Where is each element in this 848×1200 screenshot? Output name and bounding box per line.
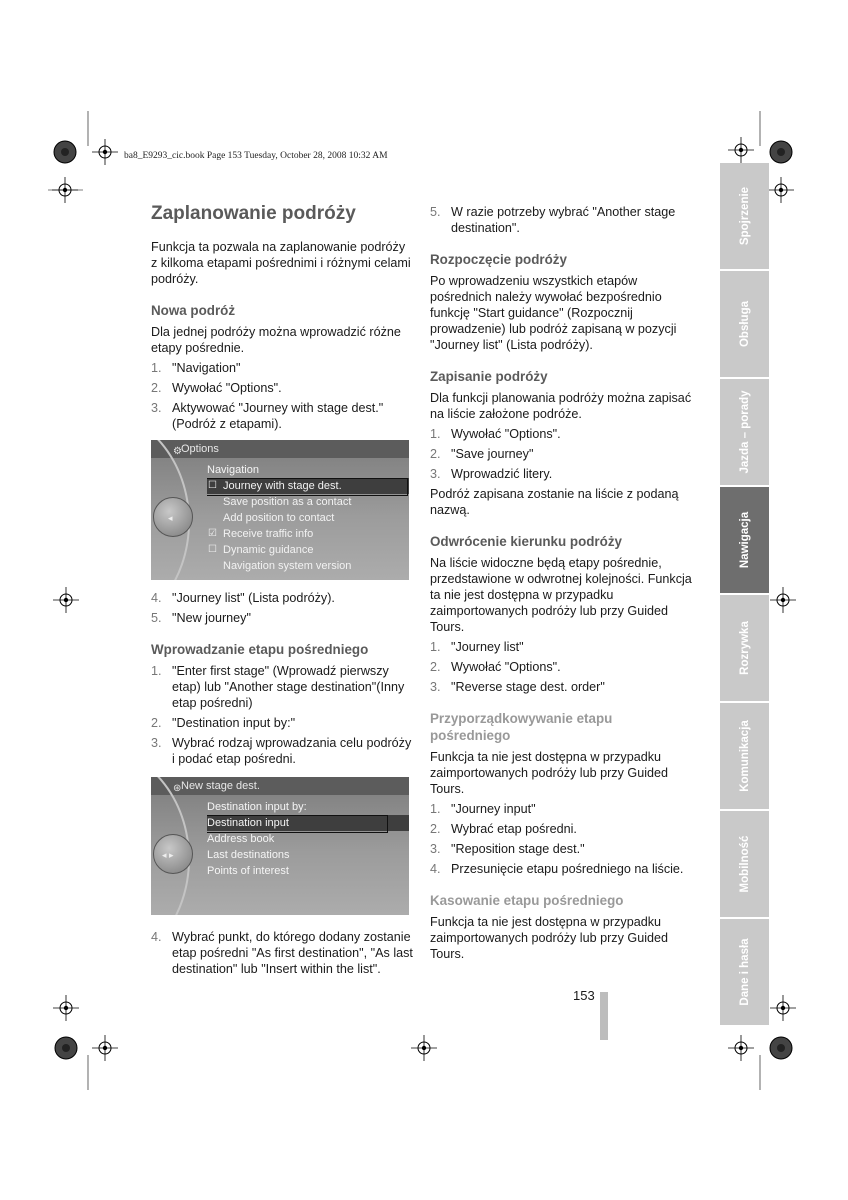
step-list <box>151 360 413 432</box>
section-heading: Kasowanie etapu pośredniego <box>430 893 624 908</box>
tab-nawigacja[interactable]: Nawigacja <box>720 487 769 593</box>
list-item: 1. "Navigation" <box>151 361 241 375</box>
paragraph: Dla funkcji planowania podróży można zapisać na liście założone podróże. <box>430 391 692 421</box>
new-stage-dest-screen <box>151 777 409 915</box>
section-heading: Zapisanie podróży <box>430 369 548 384</box>
list-item: 5. "New journey" <box>151 611 251 625</box>
page-number: 153 <box>573 988 595 1003</box>
chapter-tabs <box>720 163 769 1027</box>
screen-title-bar: ⚙ Options <box>151 440 409 458</box>
section-heading: Odwrócenie kierunku podróży <box>430 534 622 549</box>
pointer-line <box>207 815 388 833</box>
step-list <box>430 204 695 236</box>
step-list <box>151 929 413 977</box>
list-item: 4. Wybrać punkt, do którego dodany zostanie etap pośredni "As first destination", "As last destination" lub "Insert within the list". <box>151 930 413 976</box>
checkbox-icon: ☐ <box>208 480 217 491</box>
list-item: 4. Przesunięcie etapu pośredniego na liście. <box>430 862 684 876</box>
list-item: 2. Wywołać "Options". <box>430 660 561 674</box>
menu-item: Add position to contact <box>223 512 335 524</box>
list-item: 2. Wybrać etap pośredni. <box>430 822 577 836</box>
list-item: 4. "Journey list" (Lista podróży). <box>151 591 335 605</box>
step-list <box>430 426 695 482</box>
left-column <box>151 200 413 981</box>
menu-item: Destination input by: <box>207 801 307 813</box>
section-heading: Wprowadzanie etapu pośredniego <box>151 642 369 657</box>
list-item: 3. "Reverse stage dest. order" <box>430 680 605 694</box>
tab-komunikacja[interactable]: Komunikacja <box>720 703 769 809</box>
page-title: Zaplanowanie podróży <box>151 203 356 224</box>
menu-item: ☑ Receive traffic info <box>208 528 314 540</box>
menu-item: Navigation system version <box>223 560 352 572</box>
menu-item: Last destinations <box>207 849 290 861</box>
tab-obsluga[interactable]: Obsługa <box>720 271 769 377</box>
paragraph: Dla jednej podróży można wprowadzić różne etapy pośrednie. <box>151 325 401 355</box>
section-heading: Nowa podróż <box>151 303 236 318</box>
list-item: 2. Wywołać "Options". <box>151 381 282 395</box>
checkbox-icon: ☐ <box>208 544 217 555</box>
settings-icon: ⚙ <box>173 446 182 457</box>
page-number-bar <box>600 992 608 1040</box>
controller-knob-icon: ◂ ▸ <box>153 834 193 874</box>
list-item: 2. "Save journey" <box>430 447 534 461</box>
navigation-icon: ⊛ <box>173 783 182 794</box>
step-list <box>151 590 413 626</box>
menu-item: ☐ Dynamic guidance <box>208 544 314 556</box>
tab-dane-i-hasla[interactable]: Dane i hasła <box>720 919 769 1025</box>
controller-knob-icon: ◂ <box>153 497 193 537</box>
paragraph: Funkcja ta nie jest dostępna w przypadku zaimportowanych podróży lub przy Guided Tours. <box>430 750 669 796</box>
menu-item-selected: ☐ Journey with stage dest. <box>207 478 409 494</box>
list-item: 1. "Journey list" <box>430 640 524 654</box>
intro-text: Funkcja ta pozwala na zaplanowanie podróży z kilkoma etapami pośrednimi i różnymi celami podróży. <box>151 240 411 286</box>
paragraph: Po wprowadzeniu wszystkich etapów pośrednich należy wywołać bezpośrednio funkcję "Start guidance" (Rozpocznij prowadzenie) lub podróż zapisaną w pozycji "Journey list" (Lista podróży). <box>430 274 677 352</box>
list-item: 1. "Journey input" <box>430 802 536 816</box>
screen-title-bar: ⊛ New stage dest. <box>151 777 409 795</box>
list-item: 2. "Destination input by:" <box>151 716 296 730</box>
paragraph: Podróż zapisana zostanie na liście z podaną nazwą. <box>430 487 679 517</box>
list-item: 3. Aktywować "Journey with stage dest." (Podróż z etapami). <box>151 401 384 431</box>
step-list <box>430 801 695 877</box>
list-item: 3. "Reposition stage dest." <box>430 842 585 856</box>
list-item: 1. "Enter first stage" (Wprowadź pierwszy etap) lub "Another stage destination"(Inny etap pośredni) <box>151 664 405 710</box>
menu-item-selected: Destination input <box>207 815 409 831</box>
paragraph: Na liście widoczne będą etapy pośrednie, przedstawione w odwrotnej kolejności. Funkcja ta nie jest dostępna w przypadku zaimportowanych podróży lub przy Guided Tours. <box>430 556 692 634</box>
menu-item: Navigation <box>207 464 259 476</box>
tab-spojrzenie[interactable]: Spojrzenie <box>720 163 769 269</box>
menu-item: Points of interest <box>207 865 289 877</box>
section-heading: Przyporządkowywanie etapu pośredniego <box>430 711 613 743</box>
list-item: 3. Wprowadzić litery. <box>430 467 553 481</box>
list-item: 3. Wybrać rodzaj wprowadzania celu podróży i podać etap pośredni. <box>151 736 412 766</box>
paragraph: Funkcja ta nie jest dostępna w przypadku zaimportowanych podróży lub przy Guided Tours. <box>430 915 669 961</box>
right-column <box>430 200 695 966</box>
menu-item: Address book <box>207 833 275 845</box>
options-screen <box>151 440 409 580</box>
list-item: 5. W razie potrzeby wybrać "Another stage destination". <box>430 205 676 235</box>
tab-mobilnosc[interactable]: Mobilność <box>720 811 769 917</box>
step-list <box>151 663 413 767</box>
checkbox-checked-icon: ☑ <box>208 528 217 539</box>
section-heading: Rozpoczęcie podróży <box>430 252 567 267</box>
menu-item: Save position as a contact <box>223 496 352 508</box>
print-header: ba8_E9293_cic.book Page 153 Tuesday, October 28, 2008 10:32 AM <box>124 151 388 161</box>
list-item: 1. Wywołać "Options". <box>430 427 561 441</box>
step-list <box>430 639 695 695</box>
pointer-line <box>207 478 408 496</box>
tab-jazda-porady[interactable]: Jazda – porady <box>720 379 769 485</box>
tab-rozrywka[interactable]: Rozrywka <box>720 595 769 701</box>
